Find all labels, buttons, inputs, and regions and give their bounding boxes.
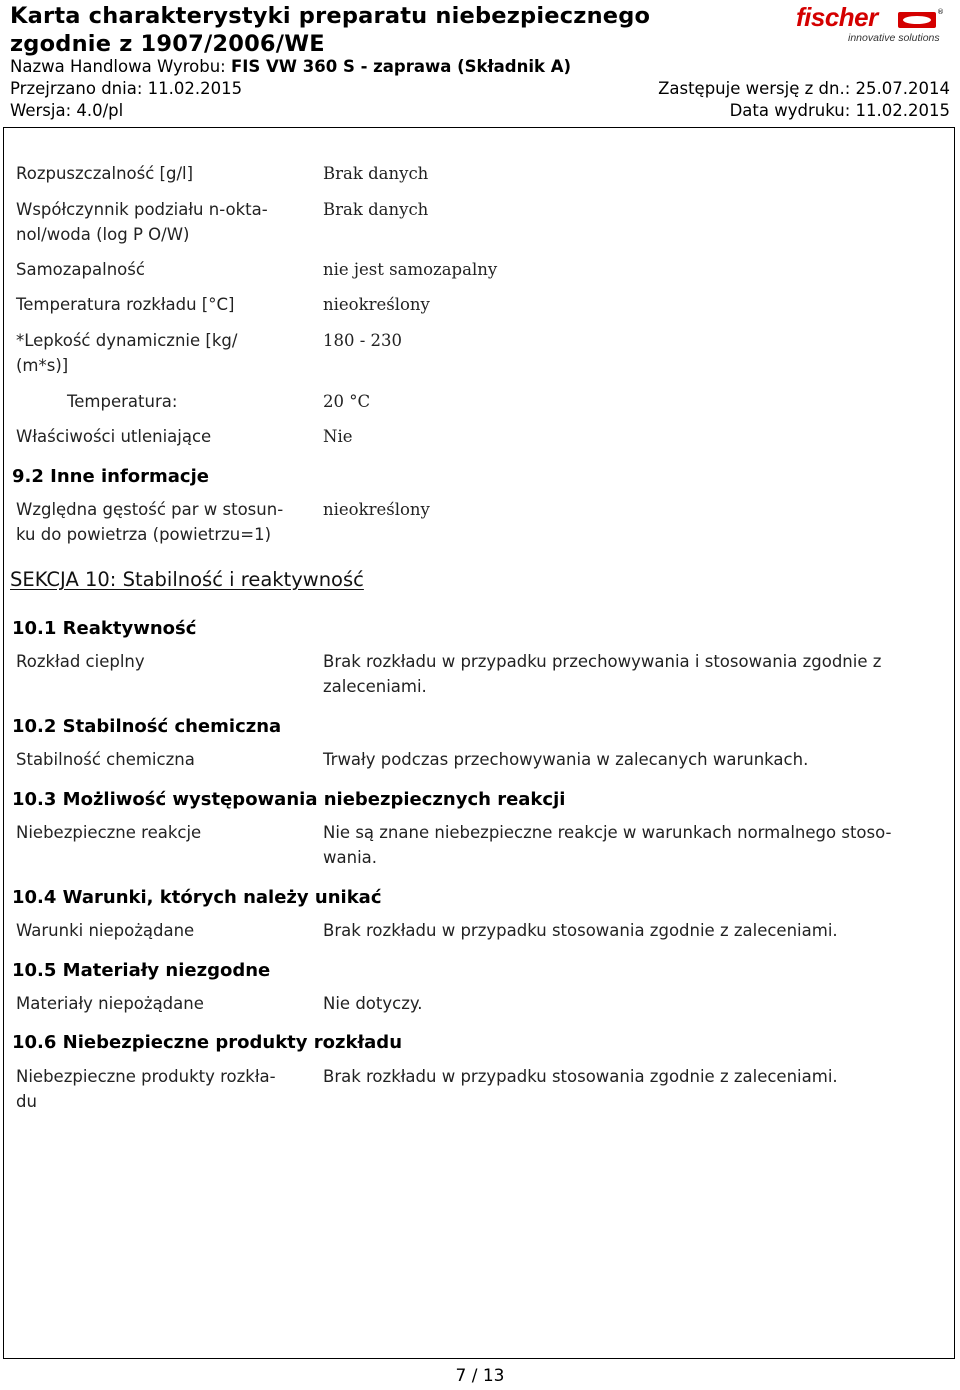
document-title: Karta charakterystyki preparatu niebezpiecznego [10,3,651,29]
value-incompatible-materials: Nie dotyczy. [323,994,423,1013]
label-partition-coefficient: Współczynnik podziału n-okta- nol/woda (log P O/W) [16,200,268,244]
heading-10-1: 10.1 Reaktywność [12,618,197,639]
label-incompatible-materials: Materiały niepożądane [16,994,204,1013]
product-name: FIS VW 360 S - zaprawa (Składnik A) [231,57,571,76]
label-temperature: Temperatura: [67,392,178,411]
heading-10-3: 10.3 Możliwość występowania niebezpiecznych reakcji [12,789,566,810]
value-oxidising: Nie [323,427,353,446]
logo-tagline: innovative solutions [848,32,940,44]
product-line [10,57,571,76]
label-chemical-stability: Stabilność chemiczna [16,750,195,769]
value-temperature: 20 °C [323,392,371,411]
registered-mark: ® [937,8,944,16]
heading-10-4: 10.4 Warunki, których należy unikać [12,887,382,908]
label-solubility: Rozpuszczalność [g/l] [16,164,194,183]
value-chemical-stability: Trwały podczas przechowywania w zalecanych warunkach. [323,750,809,769]
heading-10-6: 10.6 Niebezpieczne produkty rozkładu [12,1032,403,1053]
value-hazardous-reactions: Nie są znane niebezpieczne reakcje w warunkach normalnego stoso- wania. [323,823,892,867]
regulation-title: zgodnie z 1907/2006/WE [10,31,325,57]
label-auto-ignition: Samozapalność [16,260,145,279]
logo-wordmark: fischer [796,2,878,32]
print-date: Data wydruku: 11.02.2015 [729,101,950,120]
heading-10-5: 10.5 Materiały niezgodne [12,960,271,981]
reviewed-date: Przejrzano dnia: 11.02.2015 [10,79,243,98]
label-thermal-decomposition: Rozkład cieplny [16,652,145,671]
heading-10-2: 10.2 Stabilność chemiczna [12,716,282,737]
replaces-date: Zastępuje wersję z dn.: 25.07.2014 [658,79,950,98]
label-decomposition-products: Niebezpieczne produkty rozkła- du [16,1067,276,1111]
value-vapour-density: nieokreślony [323,500,430,519]
version: Wersja: 4.0/pl [10,101,124,120]
value-thermal-decomposition: Brak rozkładu w przypadku przechowywania i stosowania zgodnie z zaleceniami. [323,652,882,696]
value-viscosity: 180 - 230 [323,331,403,350]
label-hazardous-reactions: Niebezpieczne reakcje [16,823,202,842]
label-vapour-density: Względna gęstość par w stosun- ku do powietrza (powietrzu=1) [16,500,284,544]
fish-emblem-icon [898,12,936,28]
label-decomposition-temp: Temperatura rozkładu [°C] [16,295,235,314]
label-conditions-to-avoid: Warunki niepożądane [16,921,195,940]
value-partition-coefficient: Brak danych [323,200,429,219]
value-decomposition-products: Brak rozkładu w przypadku stosowania zgodnie z zaleceniami. [323,1067,838,1086]
label-viscosity: *Lepkość dynamicznie [kg/ (m*s)] [16,331,238,375]
heading-9-2: 9.2 Inne informacje [12,466,209,487]
value-decomposition-temp: nieokreślony [323,295,430,314]
page-number: 7 / 13 [455,1366,505,1386]
fischer-logo [796,2,946,46]
section-10-heading: SEKCJA 10: Stabilność i reaktywność [10,568,364,591]
value-conditions-to-avoid: Brak rozkładu w przypadku stosowania zgodnie z zaleceniami. [323,921,838,940]
label-oxidising: Właściwości utleniające [16,427,212,446]
value-auto-ignition: nie jest samozapalny [323,260,498,279]
value-solubility: Brak danych [323,164,429,183]
product-label: Nazwa Handlowa Wyrobu: [10,57,226,76]
